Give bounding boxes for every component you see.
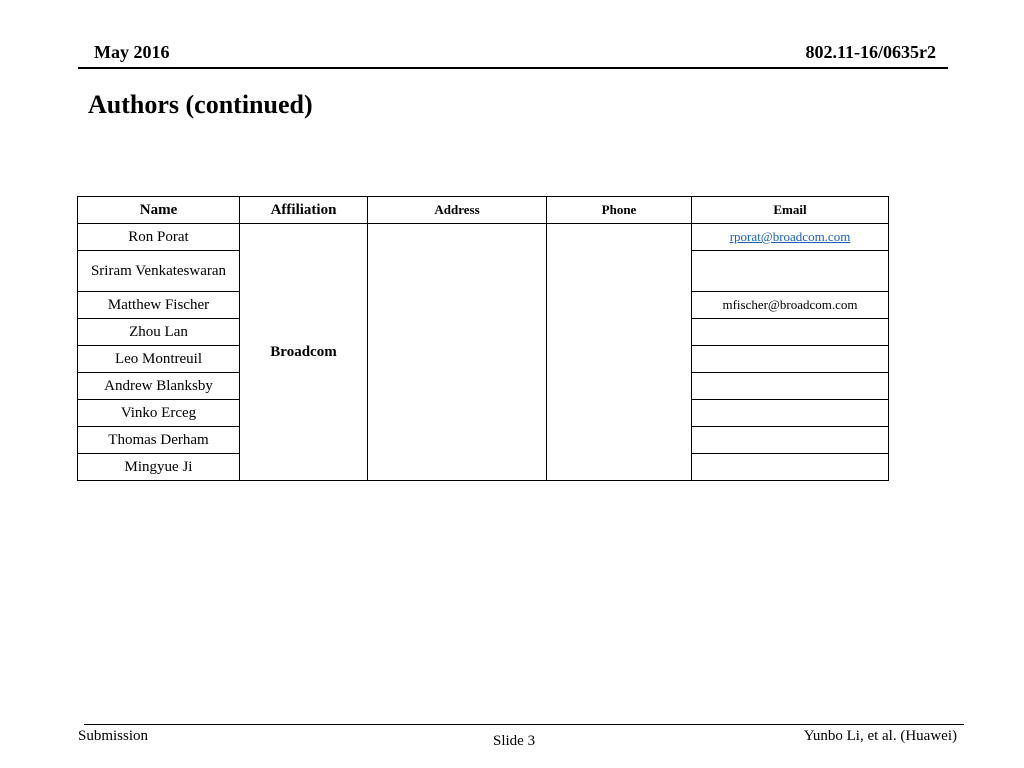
- header-divider: [78, 67, 948, 69]
- author-name: Matthew Fischer: [78, 292, 240, 319]
- author-email: [692, 224, 889, 251]
- footer-slide-number: Slide 3: [493, 733, 536, 749]
- author-name: Sriram Venkateswaran: [78, 251, 240, 292]
- author-name: Mingyue Ji: [78, 454, 240, 481]
- author-email: [692, 427, 889, 454]
- author-name: Leo Montreuil: [78, 346, 240, 373]
- author-email: [692, 251, 889, 292]
- column-header-name: Name: [78, 197, 240, 224]
- address-cell: [368, 224, 547, 481]
- author-email: [692, 454, 889, 481]
- table-row: [78, 224, 889, 251]
- author-name: Zhou Lan: [78, 319, 240, 346]
- footer-authors: Yunbo Li, et al. (Huawei): [803, 728, 957, 744]
- header-document-id: 802.11-16/0635r2: [805, 42, 936, 62]
- phone-cell: [547, 224, 692, 481]
- column-header-phone: Phone: [547, 197, 692, 224]
- author-name: Andrew Blanksby: [78, 373, 240, 400]
- table-header-row: [78, 197, 889, 224]
- author-name: Vinko Erceg: [78, 400, 240, 427]
- affiliation-cell: Broadcom: [240, 224, 368, 481]
- author-email: [692, 373, 889, 400]
- header-date: May 2016: [94, 42, 170, 62]
- footer-divider: [84, 724, 964, 725]
- column-header-address: Address: [368, 197, 547, 224]
- footer-submission: Submission: [78, 728, 149, 744]
- author-email: mfischer@broadcom.com: [692, 292, 889, 319]
- author-email: [692, 319, 889, 346]
- column-header-affiliation: Affiliation: [240, 197, 368, 224]
- author-email: [692, 400, 889, 427]
- author-name: Thomas Derham: [78, 427, 240, 454]
- author-email: [692, 346, 889, 373]
- authors-table: [77, 196, 889, 481]
- author-name: Ron Porat: [78, 224, 240, 251]
- email-link[interactable]: rporat@broadcom.com: [729, 229, 851, 244]
- column-header-email: Email: [692, 197, 889, 224]
- slide-title: Authors (continued): [88, 90, 313, 119]
